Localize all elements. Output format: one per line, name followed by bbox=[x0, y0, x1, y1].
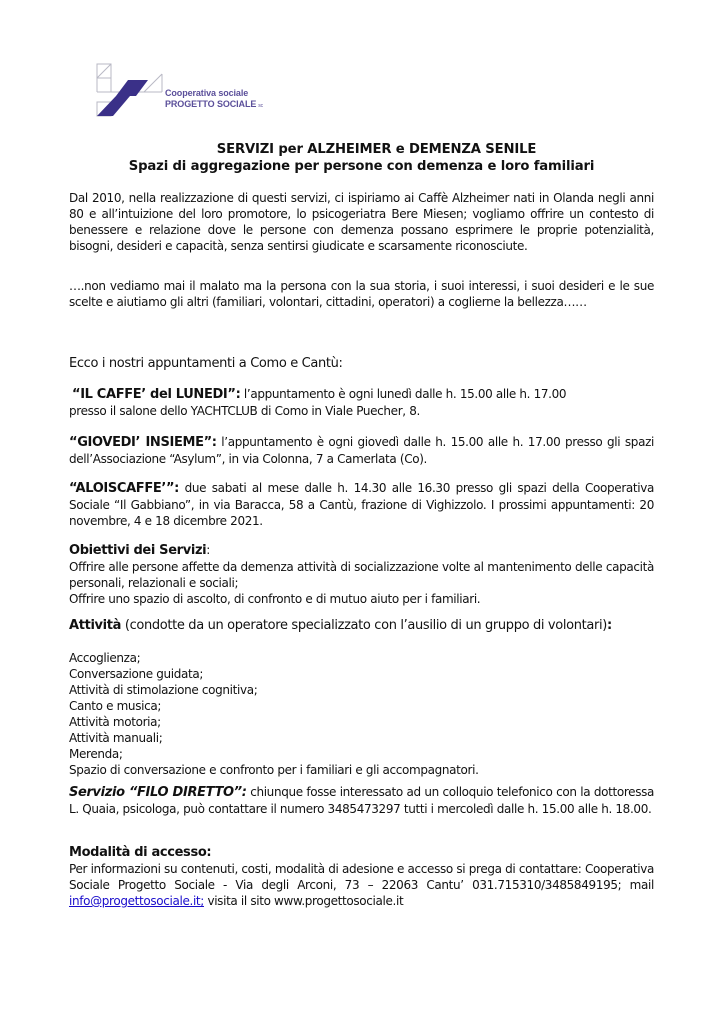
organization-logo bbox=[92, 62, 292, 122]
appointment-name: “IL CAFFE’ del LUNEDI”: bbox=[72, 387, 241, 402]
intro-paragraph-2: ….non vediamo mai il malato ma la persona con la sua storia, i suoi interessi, i suoi desideri e le sue scelte e aiutiamo gli altri (familiari, volontari, cittadini, operatori) a coglierne la bellezza…… bbox=[69, 279, 654, 309]
filo-diretto-text: chiunque fosse interessato ad un colloquio telefonico con la dottoressa L. Quaia, psicologa, può contattare il numero 3485473297 tutti i mercoledì dalle h. 15.00 alle h. 18.00. bbox=[69, 785, 654, 816]
appointment-aloiscaffe bbox=[69, 480, 654, 529]
activities-heading: Attività bbox=[69, 618, 122, 633]
appointment-details: l’appuntamento è ogni giovedì dalle h. 15.00 alle h. 17.00 presso gli spazi dell’Associazione “Asylum”, in via Colonna, 7 a Camerlata (Co). bbox=[69, 435, 655, 466]
objectives-text-2: Offrire uno spazio di ascolto, di confronto e di mutuo aiuto per i familiari. bbox=[69, 592, 481, 606]
activity-item: Accoglienza; bbox=[69, 651, 141, 665]
activity-item: Attività di stimolazione cognitiva; bbox=[69, 683, 258, 697]
title-line-2: Spazi di aggregazione per persone con demenza e loro familiari bbox=[128, 159, 595, 174]
objectives-heading: Obiettivi dei Servizi bbox=[69, 543, 207, 558]
appointment-name: “ALOISCAFFE’”: bbox=[69, 481, 180, 496]
activities-subtitle: (condotte da un operatore specializzato con l’ausilio di un gruppo di volontari) bbox=[121, 618, 607, 633]
appointment-details: due sabati al mese dalle h. 14.30 alle 16.30 presso gli spazi della Cooperativa Sociale “Il Gabbiano”, in via Baracca, 58 a Cantù, frazione di Vighizzolo. I prossimi appuntamenti: 20 novembre, 4 e 18 dicembre 2021. bbox=[69, 481, 654, 528]
access-text: Per informazioni su contenuti, costi, modalità di adesione e accesso si prega di contattare: Cooperativa Sociale Progetto Sociale - Via degli Arconi, 73 – 22063 Cantu’ 031.715310/3485849195; mail bbox=[69, 862, 654, 892]
activities-header bbox=[69, 617, 654, 634]
access-heading: Modalità di accesso: bbox=[69, 845, 212, 860]
logo-mark-icon bbox=[92, 62, 164, 118]
website-text: visita il sito www.progettosociale.it bbox=[203, 894, 404, 908]
appointment-details: l’appuntamento è ogni lunedì dalle h. 15.00 alle h. 17.00 bbox=[240, 387, 567, 401]
activity-item: Attività manuali; bbox=[69, 731, 163, 745]
document-title bbox=[0, 141, 723, 175]
activity-item: Spazio di conversazione e confronto per i familiari e gli accompagnatori. bbox=[69, 763, 479, 777]
appointment-lunedi-location: presso il salone dello YACHTCLUB di Como in Viale Puecher, 8. bbox=[69, 404, 420, 418]
activity-item: Merenda; bbox=[69, 747, 123, 761]
logo-suffix: sc bbox=[258, 103, 264, 109]
filo-diretto-section bbox=[69, 784, 654, 817]
appointment-giovedi bbox=[69, 434, 654, 467]
appointment-name: “GIOVEDI’ INSIEME”: bbox=[69, 435, 217, 450]
title-line-1: SERVIZI per ALZHEIMER e DEMENZA SENILE bbox=[216, 142, 537, 157]
access-section bbox=[69, 845, 654, 909]
objectives-section bbox=[69, 542, 654, 607]
activity-item: Canto e musica; bbox=[69, 699, 162, 713]
logo-line-2: PROGETTO SOCIALE bbox=[165, 99, 257, 109]
activity-item: Attività motoria; bbox=[69, 715, 161, 729]
activities-list bbox=[69, 650, 654, 778]
activities-colon: : bbox=[606, 618, 612, 633]
appointment-lunedi bbox=[72, 386, 657, 403]
filo-diretto-label: Servizio “FILO DIRETTO”: bbox=[69, 785, 247, 800]
activity-item: Conversazione guidata; bbox=[69, 667, 204, 681]
logo-line-1: Cooperativa sociale bbox=[165, 88, 249, 98]
objectives-colon: : bbox=[206, 543, 210, 557]
intro-paragraph-1: Dal 2010, nella realizzazione di questi servizi, ci ispiriamo ai Caffè Alzheimer nati in Olanda negli anni 80 e all’intuizione del loro promotore, lo psicogeriatra Bere Miesen; vogliamo offrire un contesto di benessere e relazione dove le persone con demenza possano esprimere le proprie potenzialità, bisogni, desideri e capacità, senza sentirsi giudicate e scarsamente riconosciute. bbox=[69, 191, 654, 253]
access-text-block bbox=[69, 861, 654, 909]
logo-text bbox=[165, 88, 263, 112]
email-link[interactable]: info@progettosociale.it; bbox=[69, 894, 204, 908]
objectives-text-1: Offrire alle persone affette da demenza attività di socializzazione volte al mantenimento delle capacità personali, relazionali e sociali; bbox=[69, 560, 654, 590]
appointments-heading: Ecco i nostri appuntamenti a Como e Cantù: bbox=[69, 356, 343, 371]
